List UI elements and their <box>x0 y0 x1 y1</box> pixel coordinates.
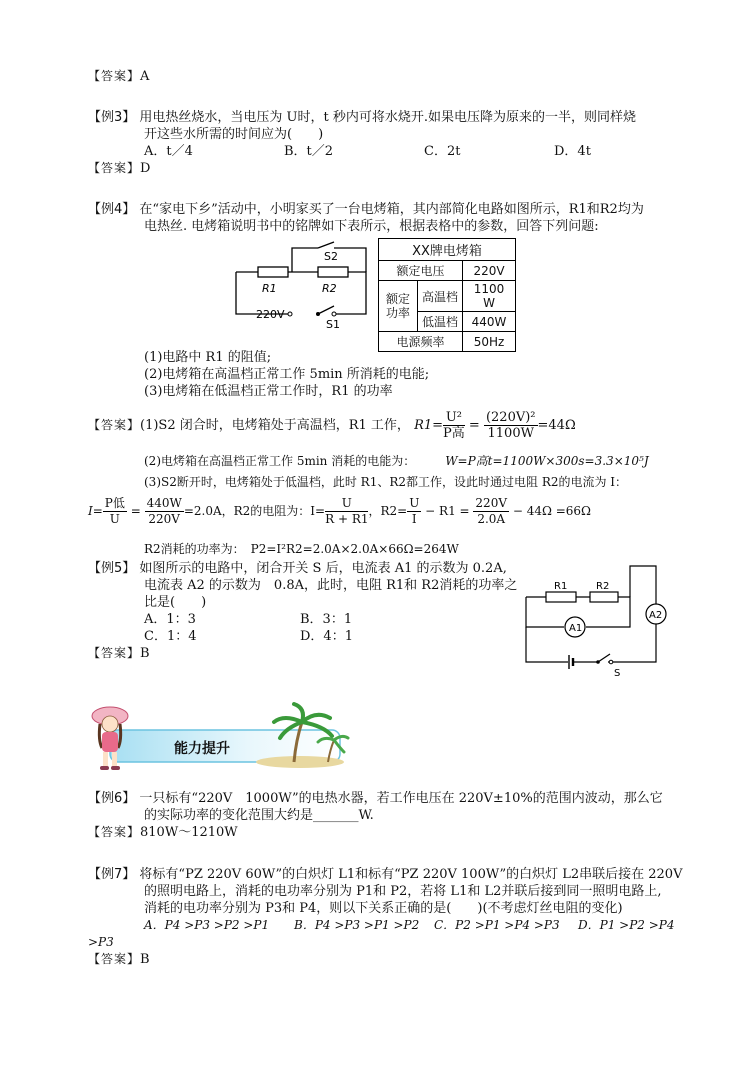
question-text: 将标有“PZ 220V 60W”的白炽灯 L1和标有“PZ 220V 100W”的白炽灯 L2串联后接在 220V <box>139 867 683 882</box>
question-text: 如图所示的电路中，闭合开关 S 后，电流表 A1 的示数为 0.2A, <box>139 561 507 576</box>
formula-text: − R1 = <box>425 504 470 518</box>
option-a: A．P4 >P3 >P2 >P1 <box>144 918 270 932</box>
example-label: 【例4】 <box>88 202 136 217</box>
switch-s1 <box>318 306 334 314</box>
fraction-denominator: 1100W <box>487 426 534 441</box>
banner-graphic <box>88 700 350 772</box>
table-cell: 高温档 <box>418 281 463 312</box>
table-cell: 220V <box>463 261 516 281</box>
example-5 <box>88 560 517 662</box>
fraction <box>484 410 538 441</box>
option-d: D．4：1 <box>300 629 353 644</box>
table-cell: 50Hz <box>463 332 516 352</box>
table-title: XX牌电烤箱 <box>379 239 516 261</box>
label-r1: R1 <box>262 282 277 295</box>
answer-row-1 <box>88 68 149 85</box>
resistor-r1 <box>258 267 288 277</box>
example-label: 【例5】 <box>88 561 136 576</box>
option-b: B．t／2 <box>284 144 334 159</box>
question-text: 消耗的电功率分别为 P3和 P4，则以下关系正确的是( )(不考虑灯丝电阻的变化) <box>144 901 623 916</box>
formula-text: =44Ω <box>537 418 576 433</box>
table-cell: 额定功率 <box>379 281 418 332</box>
option-d: D．4t <box>554 144 591 159</box>
table-cell: 1100 W <box>463 281 516 312</box>
sub-question: (2)电烤箱在高温档正常工作 5min 所消耗的电能; <box>144 367 430 382</box>
option-a: A．1：3 <box>144 612 196 627</box>
label-voltage: 220V <box>256 308 285 321</box>
example-3 <box>88 109 636 177</box>
question-text: 用电热丝烧水，当电压为 U时，t 秒内可将水烧开.如果电压降为原来的一半，则同样烧 <box>139 110 636 125</box>
answer-value: B <box>140 952 150 967</box>
table-cell: 额定电压 <box>379 261 463 281</box>
formula-text: =2.0A，R2的电阻为：I= <box>183 504 326 518</box>
switch-s <box>598 654 610 662</box>
solution-line-3: (3)S2断开时，电烤箱处于低温档，此时 R1、R2都工作，设此时通过电阻 R2的电流为 I： <box>144 475 628 489</box>
oven-circuit-diagram <box>226 240 376 330</box>
fraction-numerator: 440W <box>146 496 182 510</box>
answer-value: 810W～1210W <box>140 825 238 840</box>
solution-line-4: I= $\frac{\text{P低}}{U}$ = $\frac{440W}{220V}$ =2.0A，R2的电阻为：I= $\frac{U}{R + R1}$ ，R2= $\frac{U}{I}$ − R1 = $\frac{220V}{2.0A}$ − 44Ω =66Ω <box>88 496 592 526</box>
option-c: C．2t <box>424 144 461 159</box>
answer-value: D <box>140 161 151 176</box>
fraction-denominator: 220V <box>148 512 180 526</box>
solution-text: (2)电烤箱在高温档正常工作 5min 消耗的电能为： <box>144 454 416 468</box>
fraction-denominator: R + R1 <box>325 512 369 526</box>
label-a2: A2 <box>649 610 663 621</box>
fraction <box>443 410 465 441</box>
question-text: 比是( ) <box>144 595 207 610</box>
option-a: A．t／4 <box>144 144 193 159</box>
fraction-numerator: U <box>409 496 420 510</box>
table-cell: 440W <box>463 312 516 332</box>
fraction-numerator: (220V)² <box>485 410 536 425</box>
example-label: 【例6】 <box>88 791 136 806</box>
formula-text: ，R2= <box>368 504 408 518</box>
question-text: 的实际功率的变化范围大约是_______W. <box>144 808 374 823</box>
ammeter-circuit-diagram <box>518 560 668 680</box>
fraction-denominator: I <box>411 512 417 526</box>
fraction-numerator: U² <box>443 410 465 426</box>
fraction-denominator: 2.0A <box>477 512 506 526</box>
fraction-numerator: P低 <box>104 496 125 510</box>
label-s: S <box>614 668 621 679</box>
option-b: B．P4 >P3 >P1 >P2 <box>294 918 420 932</box>
example-4-questions <box>144 349 429 400</box>
formula-text: I= <box>88 504 103 518</box>
answer-value: A <box>140 69 150 84</box>
question-text: 的照明电路上，消耗的电功率分别为 P1和 P2，若将 L1和 L2并联后接到同一照明电路上, <box>144 884 662 899</box>
example-label: 【例3】 <box>88 110 136 125</box>
resistor-r2 <box>318 267 348 277</box>
option-d: D．P1 >P2 >P4 <box>578 918 675 932</box>
ability-banner <box>88 700 350 772</box>
formula-text: W=P高t=1100W×300s=3.3×10⁵J <box>445 454 649 468</box>
formula-text: − 44Ω =66Ω <box>512 504 592 518</box>
option-c: C．P2 >P1 >P4 >P3 <box>434 918 560 932</box>
answer-label: 【答案】 <box>88 952 141 966</box>
fraction-denominator: P高 <box>443 426 465 441</box>
option-d-wrap: >P3 <box>88 935 114 949</box>
answer-label: 【答案】 <box>88 646 141 660</box>
oven-spec-table <box>378 238 516 352</box>
answer-label: 【答案】 <box>88 418 141 432</box>
banner-title: 能力提升 <box>174 741 230 757</box>
fraction-denominator: U <box>109 512 120 526</box>
table-cell: 电源频率 <box>379 332 463 352</box>
example-4-solution: 【答案】(1)S2 闭合时，电烤箱处于高温档，R1 工作， R1= $\frac{\text{U²}}{\text{P高}}$ = $\frac{\text{(220V)²}}{1100W}$ =44Ω <box>88 410 576 441</box>
example-4 <box>88 201 644 235</box>
label-a1: A1 <box>569 623 583 634</box>
solution-text: (1)S2 闭合时，电烤箱处于高温档，R1 工作， <box>140 418 410 433</box>
question-text: 电流表 A2 的示数为 0.8A，此时，电阻 R1和 R2消耗的功率之 <box>144 578 518 593</box>
example-6 <box>88 790 663 841</box>
question-text: 电热丝. 电烤箱说明书中的铭牌如下表所示，根据表格中的参数，回答下列问题: <box>144 219 599 234</box>
label-s2: S2 <box>324 250 338 263</box>
solution-line-5: R2消耗的功率为： P2=I²R2=2.0A×2.0A×66Ω=264W <box>144 542 459 556</box>
answer-label: 【答案】 <box>88 69 141 83</box>
answer-label: 【答案】 <box>88 161 141 175</box>
answer-label: 【答案】 <box>88 825 141 839</box>
answer-value: B <box>140 646 150 661</box>
label-s1: S1 <box>326 318 340 330</box>
sub-question: (1)电路中 R1 的阻值; <box>144 350 272 365</box>
label-r2: R2 <box>596 581 610 592</box>
example-7 <box>88 866 682 968</box>
formula-text: R1= <box>414 418 444 433</box>
label-r1: R1 <box>554 581 568 592</box>
question-text: 一只标有“220V 1000W”的电热水器，若工作电压在 220V±10%的范围内波动，那么它 <box>139 791 663 806</box>
resistor-r2 <box>590 592 618 602</box>
option-c: C．1：4 <box>144 629 197 644</box>
example-label: 【例7】 <box>88 867 136 882</box>
table-cell: 低温档 <box>418 312 463 332</box>
switch-s2 <box>318 242 334 248</box>
label-r2: R2 <box>322 282 337 295</box>
question-text: 开这些水所需的时间应为( ) <box>144 127 324 142</box>
question-text: 在“家电下乡”活动中，小明家买了一台电烤箱，其内部简化电路如图所示，R1和R2均为 <box>139 202 644 217</box>
resistor-r1 <box>546 592 576 602</box>
fraction-numerator: U <box>325 496 368 512</box>
option-b: B．3：1 <box>300 612 353 627</box>
sub-question: (3)电烤箱在低温档正常工作时，R1 的功率 <box>144 384 393 399</box>
solution-line-2 <box>144 453 649 470</box>
fraction-numerator: 220V <box>475 496 507 510</box>
